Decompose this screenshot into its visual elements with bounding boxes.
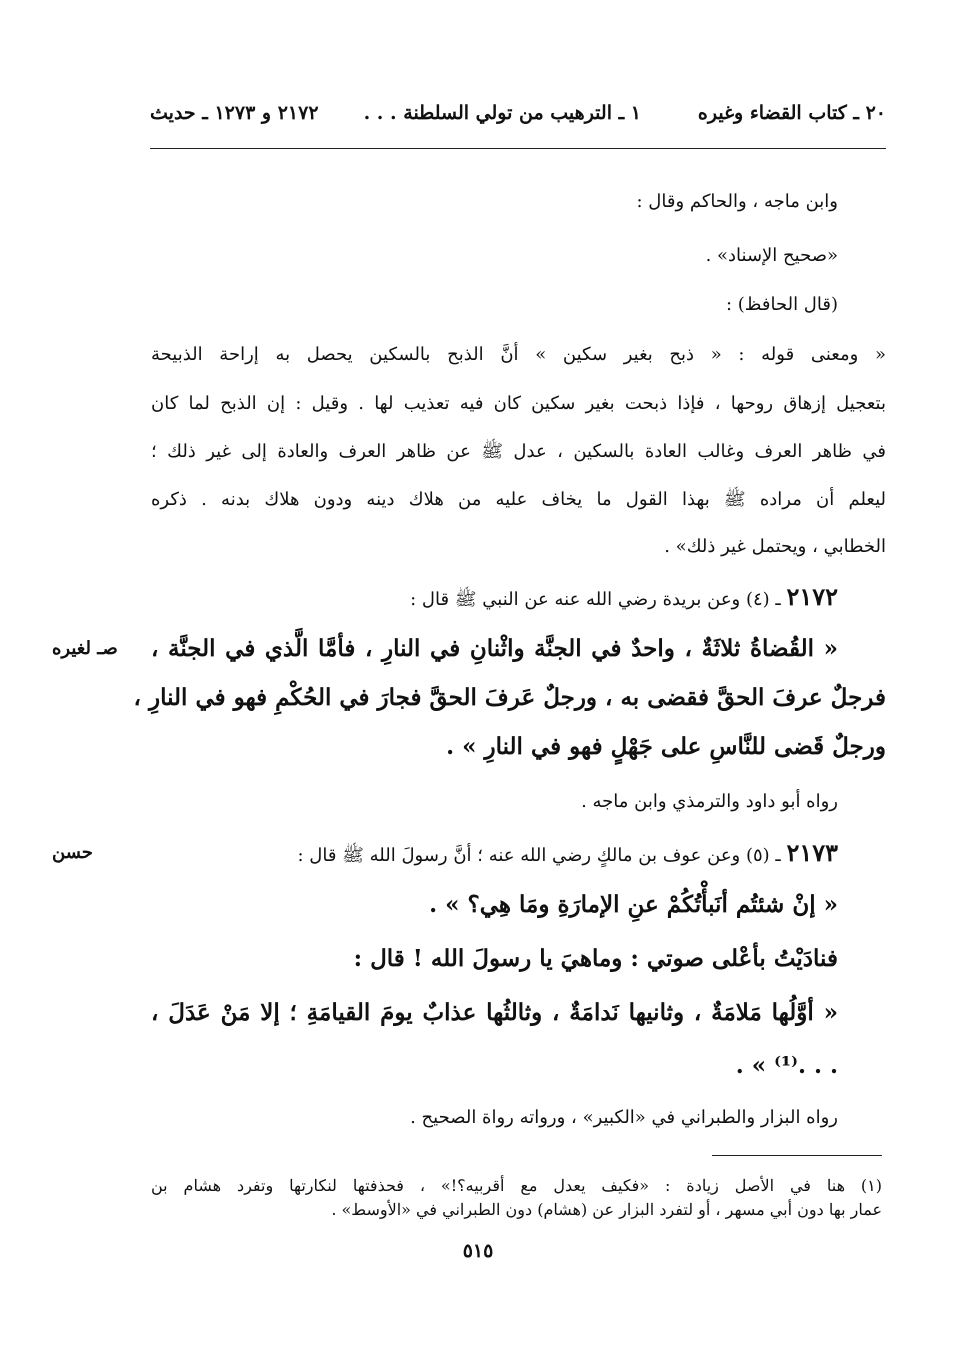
commentary-line: بتعجيل إزهاق روحها ، فإذا ذبحت بغير سكين كان فيه تعذيب لها . وقيل : إن الذبح لما كان — [151, 393, 886, 414]
hadith-grade: صـ لغيره — [52, 638, 118, 659]
hadith-heading — [410, 580, 838, 614]
hadith-intro: ـ (٥) وعن عوف بن مالكٍ رضي الله عنه ؛ أنَّ رسولَ الله ﷺ قال : — [297, 845, 781, 866]
hadith-grade: حسن — [52, 842, 93, 863]
hadith-source: رواه أبو داود والترمذي وابن ماجه . — [581, 791, 838, 812]
footnote-line: (١) هنا في الأصل زيادة : «فكيف يعدل مع أقربيه؟!» ، فحذفتها لنكارتها وتفرد هشام بن — [151, 1176, 883, 1195]
text-line: وابن ماجه ، والحاكم وقال : — [636, 191, 838, 212]
page-number: ٥١٥ — [462, 1240, 494, 1262]
hadith-text-line: فنادَيْتُ بأعْلى صوتي : وماهيَ يا رسولَ الله ! قال : — [353, 945, 838, 972]
hadith-heading — [297, 836, 838, 870]
commentary-line: ليعلم أن مراده ﷺ بهذا القول ما يخاف عليه من هلاك دينه ودون هلاك بدنه . ذكره — [151, 489, 886, 510]
text-line: (قال الحافظ) : — [726, 294, 838, 315]
commentary-line: الخطابي ، ويحتمل غير ذلك» . — [664, 536, 886, 557]
header-divider — [150, 148, 886, 149]
commentary-line: في ظاهر العرف وغالب العادة بالسكين ، عدل ﷺ عن ظاهر العرف والعادة إلى غير ذلك ؛ — [151, 441, 886, 462]
hadith-text-line: « القُضاةُ ثلاثَةٌ ، واحدٌ في الجنَّة واثْنانِ في النارِ ، فأمَّا الَّذي في الجنَّة ، — [151, 635, 838, 662]
hadith-text-line: . . .⁽¹⁾ » . — [735, 1052, 838, 1079]
hadith-number: ٢١٧٢ — [786, 582, 838, 611]
text-line: «صحيح الإسناد» . — [705, 245, 838, 266]
header-section-title: ٢٠ ـ كتاب القضاء وغيره — [697, 102, 886, 124]
hadith-text-line: « إنْ شئتُم أنَبأْتُكُمْ عنِ الإمارَةِ ومَا هِي؟ » . — [429, 891, 838, 918]
hadith-text-line: ورجلٌ قَضى للنَّاسِ على جَهْلٍ فهو في النارِ » . — [446, 733, 886, 760]
header-hadith-range: ٢١٧٢ و ١٢٧٣ ـ حديث — [150, 102, 319, 124]
header-chapter-title: ١ ـ الترهيب من تولي السلطنة . . . — [363, 102, 641, 124]
hadith-intro: ـ (٤) وعن بريدة رضي الله عنه عن النبي ﷺ قال : — [410, 589, 781, 610]
hadith-number: ٢١٧٣ — [786, 838, 838, 867]
footnote-divider — [712, 1155, 882, 1156]
hadith-text-line: « أوَّلُها مَلامَةٌ ، وثانيها نَدامَةٌ ، وثالثُها عذابٌ يومَ القيامَةِ ؛ إلا مَنْ عَدَلَ ، — [151, 999, 838, 1026]
footnote-line: عمار بها دون أبي مسهر ، أو لتفرد البزار عن (هشام) دون الطبراني في «الأوسط» . — [331, 1200, 882, 1219]
running-header — [150, 102, 886, 132]
hadith-text-line: فرجلٌ عرفَ الحقَّ فقضى به ، ورجلٌ عَرفَ الحقَّ فجارَ في الحُكْمِ فهو في النارِ ، — [133, 684, 886, 711]
hadith-source: رواه البزار والطبراني في «الكبير» ، ورواته رواة الصحيح . — [410, 1107, 838, 1128]
commentary-line: « ومعنى قوله : « ذبح بغير سكين » أنَّ الذبح بالسكين يحصل به إراحة الذبيحة — [151, 344, 886, 365]
